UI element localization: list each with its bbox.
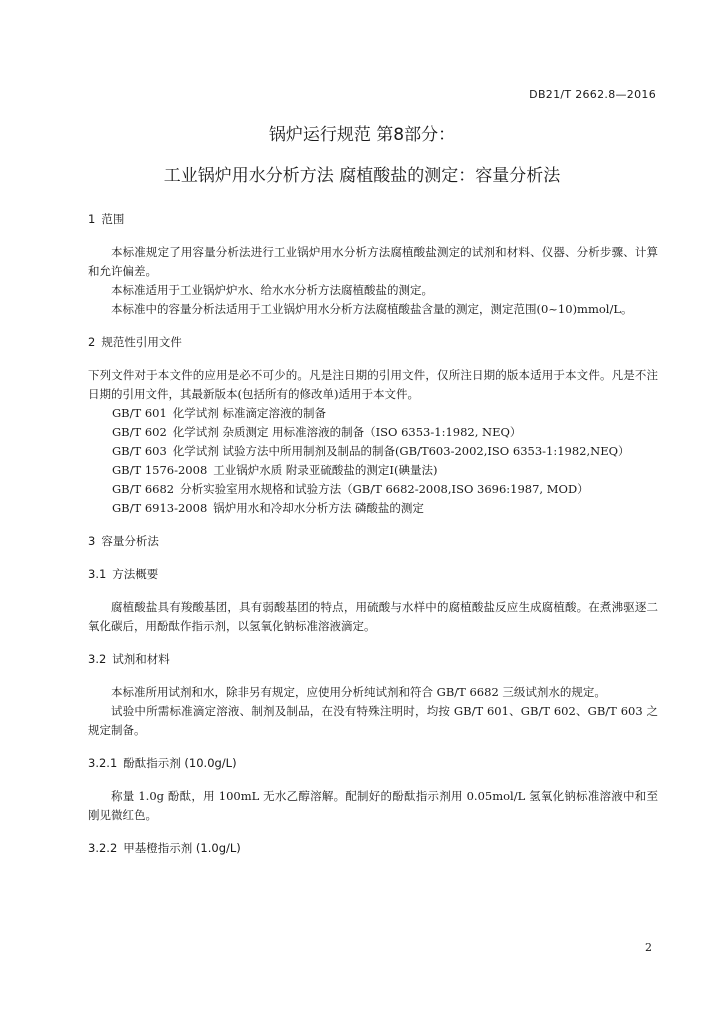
paragraph: 腐植酸盐具有羧酸基团，具有弱酸基团的特点，用硫酸与水样中的腐植酸盐反应生成腐植酸。在煮沸驱逐二氧化碳后，用酚酞作指示剂，以氢氧化钠标准溶液滴定。 [88,600,658,633]
reference-item: GB/T 603 化学试剂 试验方法中所用制剂及制品的制备(GB/T603-2002,ISO 6353-1:1982,NEQ） [112,444,630,458]
page-number: 2 [645,941,652,954]
paragraph: 本标准所用试剂和水，除非另有规定，应使用分析纯试剂和符合 GB/T 6682 三级试剂水的规定。 [111,685,606,699]
document-title-line2: 工业锅炉用水分析方法 腐植酸盐的测定：容量分析法 [163,166,561,186]
reference-item: GB/T 1576-2008 工业锅炉水质 附录亚硫酸盐的测定Ⅰ(碘量法) [112,463,438,477]
document-title-line1: 锅炉运行规范 第8部分： [268,125,456,145]
section-heading-2: 2 规范性引用文件 [88,335,182,349]
reference-item: GB/T 6682 分析实验室用水规格和试验方法（GB/T 6682-2008,ISO 3696:1987, MOD） [112,482,589,496]
paragraph: 本标准中的容量分析法适用于工业锅炉用水分析方法腐植酸盐含量的测定，测定范围(0~10)mmol/L。 [111,302,633,316]
reference-item: GB/T 602 化学试剂 杂质测定 用标准溶液的制备（ISO 6353-1:1982, NEQ） [112,425,522,439]
paragraph: 本标准规定了用容量分析法进行工业锅炉用水分析方法腐植酸盐测定的试剂和材料、仪器、分析步骤、计算和允许偏差。 [88,245,658,278]
paragraph: 下列文件对于本文件的应用是必不可少的。凡是注日期的引用文件，仅所注日期的版本适用于本文件。凡是不注日期的引用文件，其最新版本(包括所有的修改单)适用于本文件。 [88,368,658,401]
paragraph: 称量 1.0g 酚酞，用 100mL 无水乙醇溶解。配制好的酚酞指示剂用 0.05mol/L 氢氧化钠标准溶液中和至刚见微红色。 [88,789,658,822]
section-heading-3-2-1: 3.2.1 酚酞指示剂 (10.0g/L) [88,756,237,770]
reference-item: GB/T 601 化学试剂 标准滴定溶液的制备 [112,406,326,420]
section-heading-3-2: 3.2 试剂和材料 [88,652,170,666]
standard-code: DB21/T 2662.8—2016 [529,88,656,101]
document-body [88,210,658,858]
reference-item: GB/T 6913-2008 锅炉用水和冷却水分析方法 磷酸盐的测定 [112,501,424,515]
paragraph: 试验中所需标准滴定溶液、制剂及制品，在没有特殊注明时，均按 GB/T 601、GB/T 602、GB/T 603 之规定制备。 [88,704,658,737]
section-heading-3-1: 3.1 方法概要 [88,567,159,581]
paragraph: 本标准适用于工业锅炉炉水、给水水分析方法腐植酸盐的测定。 [111,283,433,297]
section-heading-3-2-2: 3.2.2 甲基橙指示剂 (1.0g/L) [88,841,241,855]
section-heading-1: 1 范围 [88,212,125,226]
section-heading-3: 3 容量分析法 [88,534,159,548]
